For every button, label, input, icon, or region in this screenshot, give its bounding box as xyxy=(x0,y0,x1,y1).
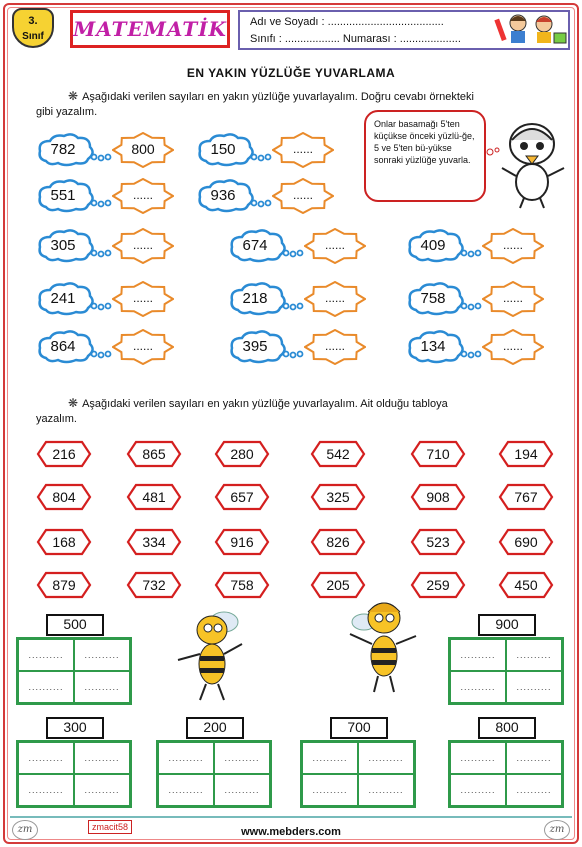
answer-value: ...... xyxy=(292,142,313,156)
hexagon-number: 710 xyxy=(426,446,450,462)
answer-star[interactable] xyxy=(272,132,334,168)
answer-cell[interactable]: .......... xyxy=(450,671,506,703)
hexagon-number: 865 xyxy=(142,446,166,462)
number-cloud xyxy=(406,330,468,366)
hexagon-number: 194 xyxy=(514,446,538,462)
table-label: 200 xyxy=(186,717,244,739)
answer-value: ...... xyxy=(502,238,523,252)
answer-cell[interactable]: .......... xyxy=(74,774,130,806)
number-hexagon xyxy=(36,571,92,599)
given-number: 241 xyxy=(50,290,76,307)
instruction-1-line1: Aşağıdaki verilen sayıları en yakın yüzlüğe yuvarlayalım. Doğru cevabı örnekteki xyxy=(82,91,474,103)
hexagon-number: 523 xyxy=(426,534,450,550)
number-cloud xyxy=(196,133,258,169)
hexagon-number: 280 xyxy=(230,446,254,462)
footer-url[interactable]: www.mebders.com xyxy=(241,826,341,838)
answer-star[interactable] xyxy=(482,281,544,317)
answer-table xyxy=(448,637,564,705)
answer-cell[interactable]: .......... xyxy=(450,774,506,806)
answer-cell[interactable]: .......... xyxy=(358,774,414,806)
flower-icon: ❋ xyxy=(68,396,79,410)
number-hexagon xyxy=(214,571,270,599)
hint-bubble xyxy=(364,110,486,202)
mascot-illustration xyxy=(494,110,572,210)
number-hexagon xyxy=(36,483,92,511)
given-number: 409 xyxy=(420,237,446,254)
answer-table xyxy=(300,740,416,808)
instruction-2 xyxy=(68,395,448,412)
hexagon-number: 481 xyxy=(142,489,166,505)
given-number: 551 xyxy=(50,187,76,204)
answer-value: ...... xyxy=(502,291,523,305)
answer-cell[interactable]: .......... xyxy=(18,639,74,671)
answer-cell[interactable]: .......... xyxy=(506,639,562,671)
number-hexagon xyxy=(214,528,270,556)
hexagon-number: 908 xyxy=(426,489,450,505)
answer-cell[interactable]: .......... xyxy=(302,742,358,774)
instruction-2-line1: Aşağıdaki verilen sayıları en yakın yüzlüğe yuvarlayalım. Ait olduğu tabloya xyxy=(82,398,448,410)
given-number: 305 xyxy=(50,237,76,254)
footer-logo-left: zm xyxy=(12,820,38,840)
answer-cell[interactable]: .......... xyxy=(18,742,74,774)
answer-cell[interactable]: .......... xyxy=(74,742,130,774)
answer-table xyxy=(16,637,132,705)
number-hexagon xyxy=(498,571,554,599)
answer-value: ...... xyxy=(132,291,153,305)
answer-value: ...... xyxy=(502,339,523,353)
number-hexagon xyxy=(310,483,366,511)
number-cloud xyxy=(36,330,98,366)
hexagon-number: 259 xyxy=(426,577,450,593)
hexagon-number: 826 xyxy=(326,534,350,550)
instruction-1 xyxy=(68,88,474,105)
answer-table xyxy=(448,740,564,808)
answer-star[interactable] xyxy=(112,178,174,214)
footer-logo-right: zm xyxy=(544,820,570,840)
hexagon-number: 767 xyxy=(514,489,538,505)
hexagon-number: 168 xyxy=(52,534,76,550)
given-number: 864 xyxy=(50,338,76,355)
answer-value: ...... xyxy=(132,339,153,353)
footer-tag: zmacit58 xyxy=(88,820,132,834)
kids-illustration xyxy=(494,11,568,49)
flower-icon: ❋ xyxy=(68,89,79,103)
number-hexagon xyxy=(498,440,554,468)
grade-number: 3. xyxy=(28,15,38,27)
class-number-field[interactable]: Sınıfı : .................. Numarası : .................... xyxy=(250,33,461,45)
hexagon-number: 732 xyxy=(142,577,166,593)
instruction-1-line2: gibi yazalım. xyxy=(36,106,98,118)
hexagon-number: 758 xyxy=(230,577,254,593)
given-number: 218 xyxy=(242,290,268,307)
number-cloud xyxy=(196,179,258,215)
answer-cell[interactable]: .......... xyxy=(74,671,130,703)
number-cloud xyxy=(36,179,98,215)
answer-cell[interactable]: .......... xyxy=(18,774,74,806)
answer-cell[interactable]: .......... xyxy=(214,774,270,806)
number-hexagon xyxy=(126,528,182,556)
answer-star[interactable] xyxy=(112,228,174,264)
answer-cell[interactable]: .......... xyxy=(358,742,414,774)
number-hexagon xyxy=(126,483,182,511)
given-number: 782 xyxy=(50,141,76,158)
bee-illustration-left xyxy=(172,604,252,704)
answer-star[interactable] xyxy=(304,329,366,365)
answer-cell[interactable]: .......... xyxy=(158,774,214,806)
answer-star[interactable] xyxy=(112,281,174,317)
answer-star[interactable] xyxy=(272,178,334,214)
answer-value: ...... xyxy=(324,291,345,305)
answer-cell[interactable]: .......... xyxy=(74,639,130,671)
number-hexagon xyxy=(498,528,554,556)
given-number: 134 xyxy=(420,338,446,355)
hexagon-number: 542 xyxy=(326,446,350,462)
answer-cell[interactable]: .......... xyxy=(506,671,562,703)
subject-title: MATEMATİK xyxy=(73,17,227,41)
number-hexagon xyxy=(310,528,366,556)
grade-badge xyxy=(12,8,54,48)
answer-cell[interactable]: .......... xyxy=(158,742,214,774)
given-number: 674 xyxy=(242,237,268,254)
hexagon-number: 804 xyxy=(52,489,76,505)
hexagon-number: 334 xyxy=(142,534,166,550)
hexagon-number: 205 xyxy=(326,577,350,593)
number-cloud xyxy=(406,229,468,265)
hexagon-number: 916 xyxy=(230,534,254,550)
table-label: 700 xyxy=(330,717,388,739)
number-cloud xyxy=(228,282,290,318)
answer-table xyxy=(16,740,132,808)
bee-illustration-right xyxy=(344,582,424,697)
grade-sub: Sınıf xyxy=(22,31,44,42)
number-cloud xyxy=(36,282,98,318)
name-field[interactable]: Adı ve Soyadı : ...................................... xyxy=(250,16,444,28)
table-label: 900 xyxy=(478,614,536,636)
number-cloud xyxy=(228,229,290,265)
number-hexagon xyxy=(214,483,270,511)
answer-star[interactable] xyxy=(482,228,544,264)
hexagon-number: 325 xyxy=(326,489,350,505)
number-cloud xyxy=(36,229,98,265)
answer-value: ...... xyxy=(292,188,313,202)
answer-value: ...... xyxy=(324,238,345,252)
hexagon-number: 450 xyxy=(514,577,538,593)
table-label: 300 xyxy=(46,717,104,739)
answer-cell[interactable]: .......... xyxy=(302,774,358,806)
number-hexagon xyxy=(214,440,270,468)
hexagon-number: 657 xyxy=(230,489,254,505)
subject-title-box xyxy=(70,10,230,48)
given-number: 936 xyxy=(210,187,236,204)
given-number: 758 xyxy=(420,290,446,307)
answer-cell[interactable]: .......... xyxy=(506,742,562,774)
number-cloud xyxy=(228,330,290,366)
number-cloud xyxy=(406,282,468,318)
number-cloud xyxy=(36,133,98,169)
number-hexagon xyxy=(36,440,92,468)
answer-value: 800 xyxy=(131,141,155,157)
answer-star[interactable] xyxy=(482,329,544,365)
answer-value: ...... xyxy=(132,188,153,202)
answer-star[interactable] xyxy=(304,281,366,317)
number-hexagon xyxy=(310,440,366,468)
answer-cell[interactable]: .......... xyxy=(214,742,270,774)
footer-divider xyxy=(10,816,572,818)
answer-table xyxy=(156,740,272,808)
answer-cell[interactable]: .......... xyxy=(450,742,506,774)
table-label: 800 xyxy=(478,717,536,739)
number-hexagon xyxy=(410,528,466,556)
number-hexagon xyxy=(410,440,466,468)
number-hexagon xyxy=(498,483,554,511)
given-number: 395 xyxy=(242,338,268,355)
answer-star[interactable] xyxy=(112,132,174,168)
table-label: 500 xyxy=(46,614,104,636)
hexagon-number: 879 xyxy=(52,577,76,593)
number-hexagon xyxy=(36,528,92,556)
number-hexagon xyxy=(126,440,182,468)
instruction-2-line2: yazalım. xyxy=(36,413,77,425)
hexagon-number: 216 xyxy=(52,446,76,462)
given-number: 150 xyxy=(210,141,236,158)
answer-cell[interactable]: .......... xyxy=(18,671,74,703)
answer-cell[interactable]: .......... xyxy=(506,774,562,806)
hint-text: Onlar basamağı 5'ten küçükse önceki yüzlü-ğe, 5 ve 5'ten bü-yükse sonraki yüzlüğe yuvarla. xyxy=(374,119,475,165)
answer-value: ...... xyxy=(324,339,345,353)
answer-value: ...... xyxy=(132,238,153,252)
number-hexagon xyxy=(126,571,182,599)
answer-cell[interactable]: .......... xyxy=(450,639,506,671)
answer-star[interactable] xyxy=(304,228,366,264)
number-hexagon xyxy=(410,483,466,511)
hexagon-number: 690 xyxy=(514,534,538,550)
page-title: EN YAKIN YÜZLÜĞE YUVARLAMA xyxy=(186,66,396,80)
answer-star[interactable] xyxy=(112,329,174,365)
